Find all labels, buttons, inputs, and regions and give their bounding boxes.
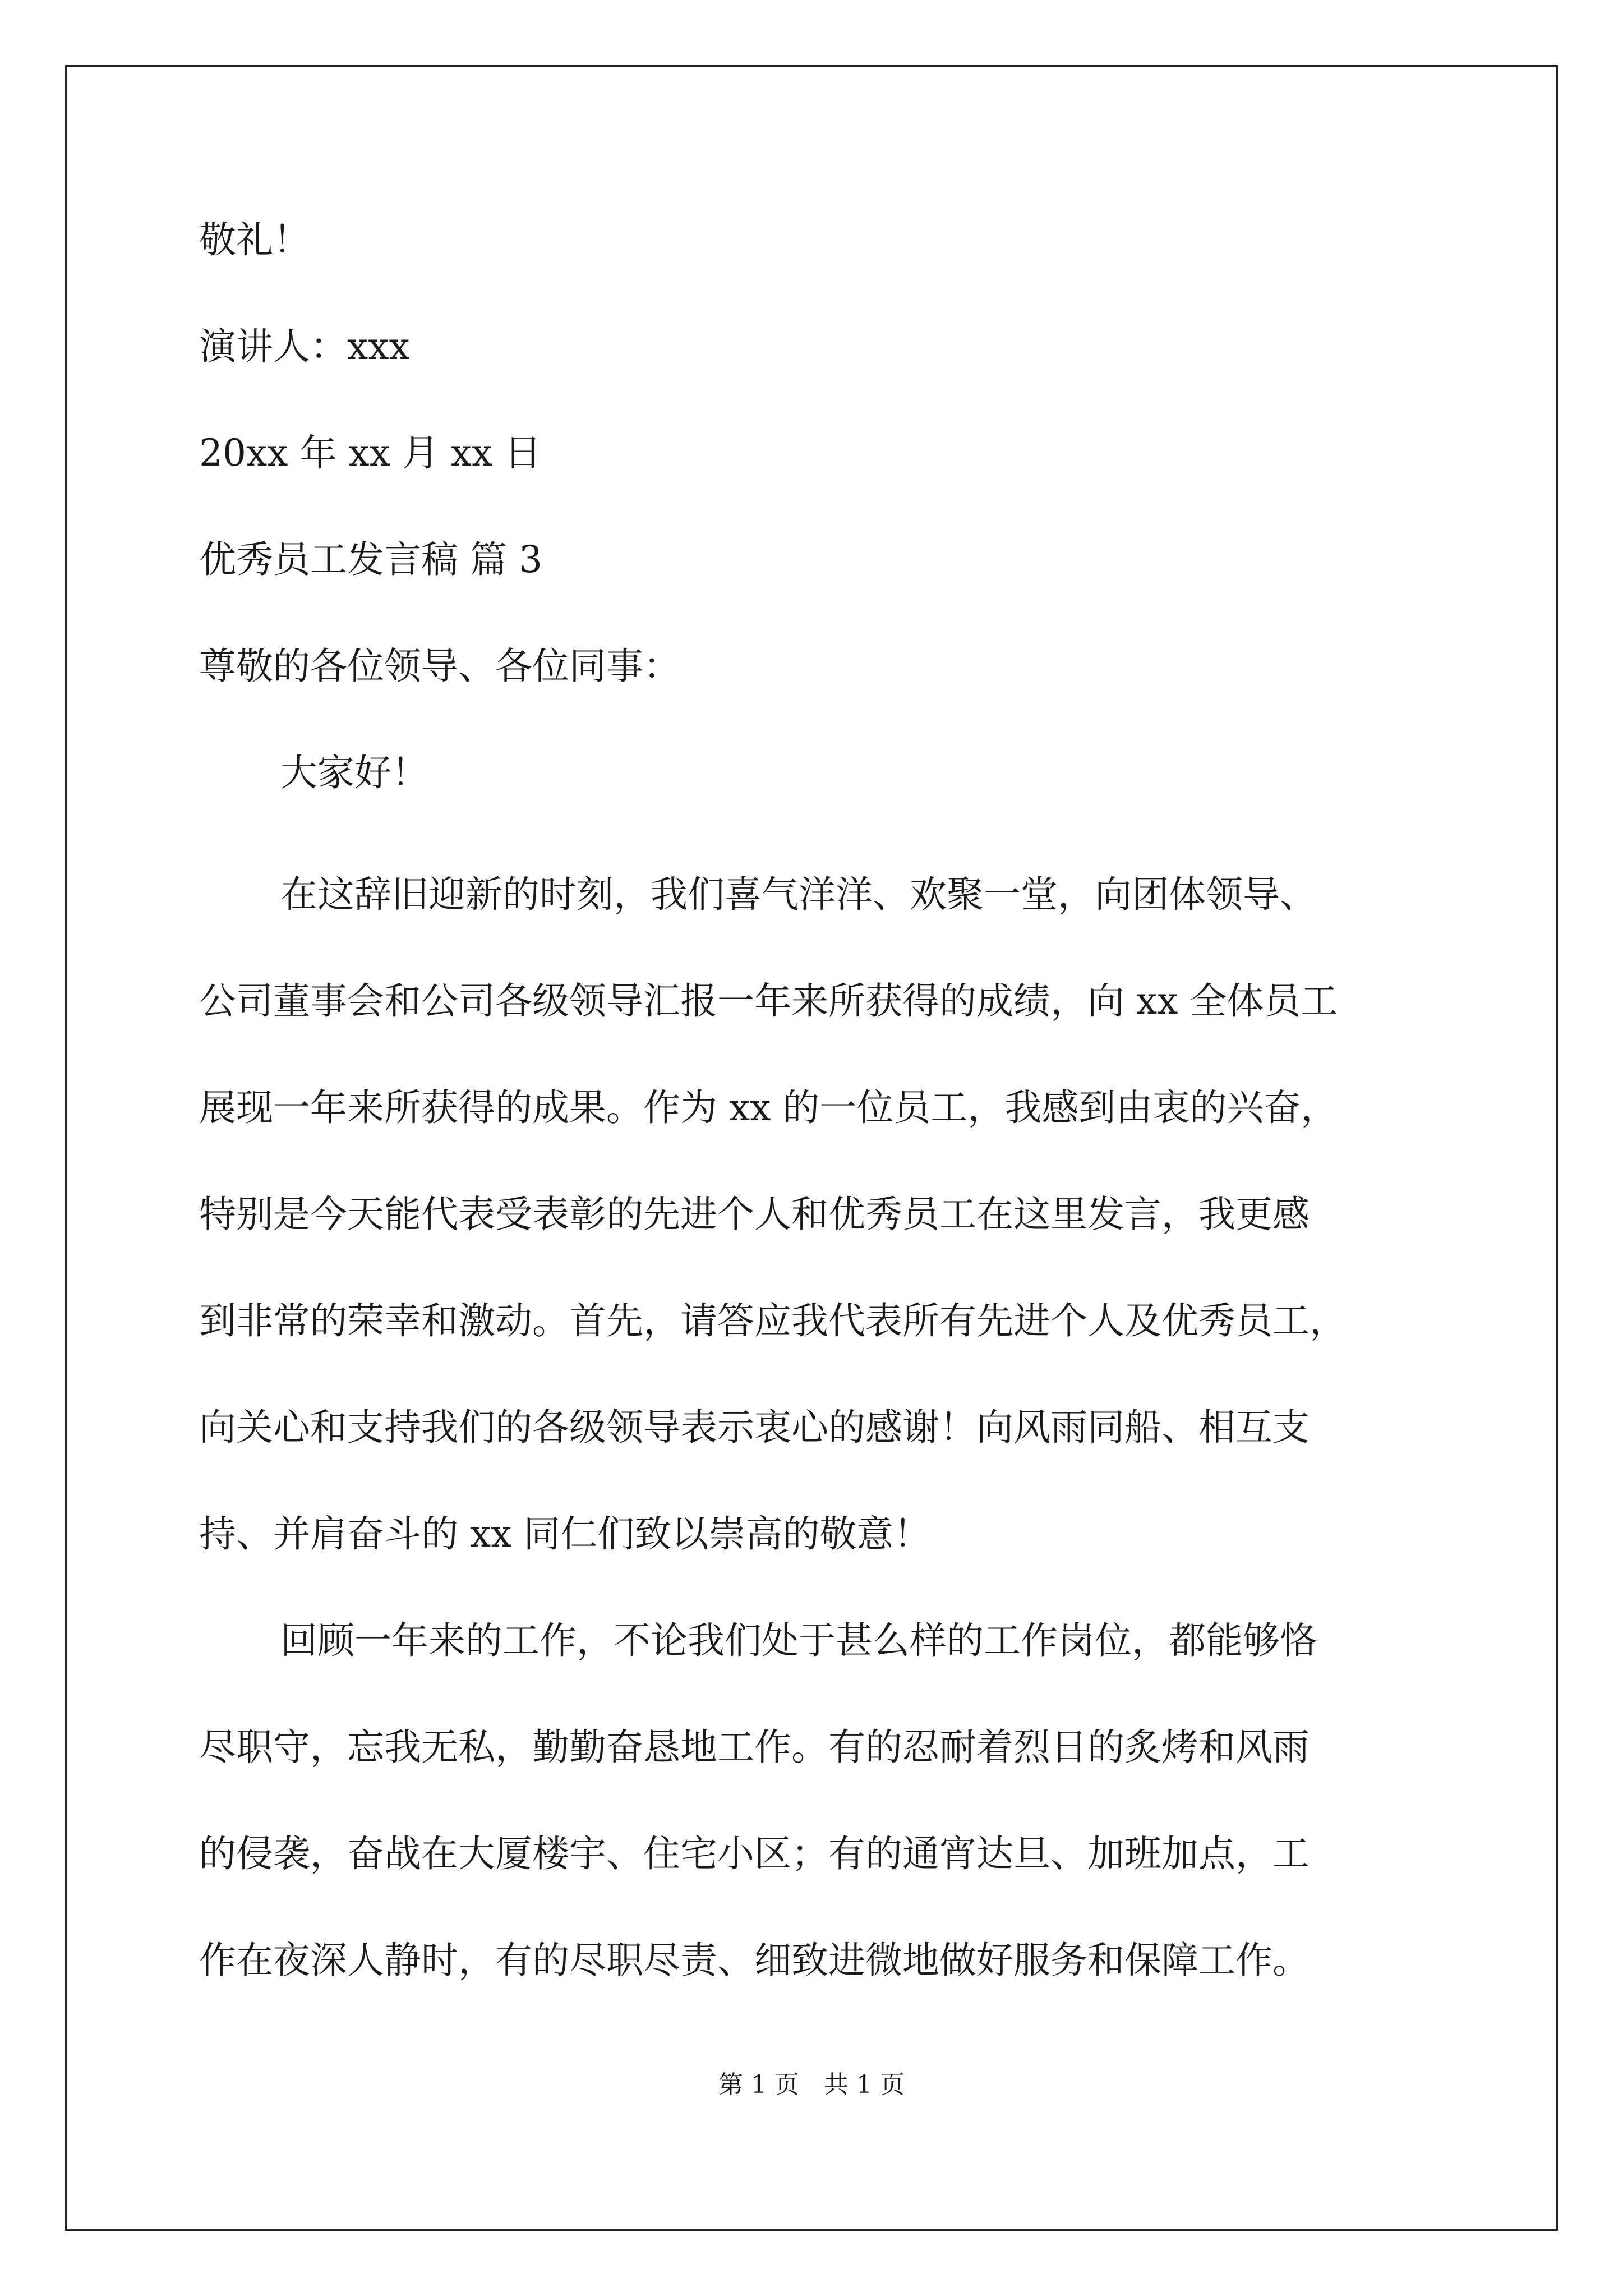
paragraph-line: 公司董事会和公司各级领导汇报一年来所获得的成绩，向 xx 全体员工 — [199, 979, 1338, 1023]
page-number-footer: 第 1 页 共 1 页 — [718, 2070, 905, 2099]
paragraph-line: 尽职守，忘我无私，勤勤奋恳地工作。有的忍耐着烈日的炙烤和风雨 — [199, 1726, 1310, 1769]
paragraph-line: 特别是今天能代表受表彰的先进个人和优秀员工在这里发言，我更感 — [199, 1193, 1310, 1236]
date-line: 20xx 年 xx 月 xx 日 — [199, 431, 542, 475]
paragraph-line: 展现一年来所获得的成果。作为 xx 的一位员工，我感到由衷的兴奋， — [199, 1086, 1338, 1129]
paragraph-1 — [199, 841, 1441, 1588]
document-body — [199, 213, 1441, 2014]
closing-salutation: 敬礼！ — [199, 218, 310, 261]
paragraph-line: 在这辞旧迎新的时刻，我们喜气洋洋、欢聚一堂，向团体领导、 — [280, 873, 1317, 916]
paragraph-line: 到非常的荣幸和激动。首先，请答应我代表所有先进个人及优秀员工， — [199, 1299, 1347, 1342]
opening-line: 大家好！ — [280, 751, 428, 794]
paragraph-line: 的侵袭，奋战在大厦楼宇、住宅小区；有的通宵达旦、加班加点，工 — [199, 1832, 1310, 1875]
paragraph-line: 回顾一年来的工作，不论我们处于甚么样的工作岗位，都能够恪 — [280, 1619, 1317, 1662]
paragraph-2 — [199, 1588, 1441, 2014]
greeting: 尊敬的各位领导、各位同事： — [199, 645, 680, 688]
paragraph-line: 持、并肩奋斗的 xx 同仁们致以崇高的敬意！ — [199, 1512, 931, 1556]
paragraph-line: 作在夜深人静时，有的尽职尽责、细致进微地做好服务和保障工作。 — [199, 1939, 1310, 1982]
section-title: 优秀员工发言稿 篇 3 — [199, 538, 542, 581]
speaker-line: 演讲人：xxx — [199, 325, 410, 368]
paragraph-line: 向关心和支持我们的各级领导表示衷心的感谢！向风雨同船、相互支 — [199, 1406, 1310, 1449]
